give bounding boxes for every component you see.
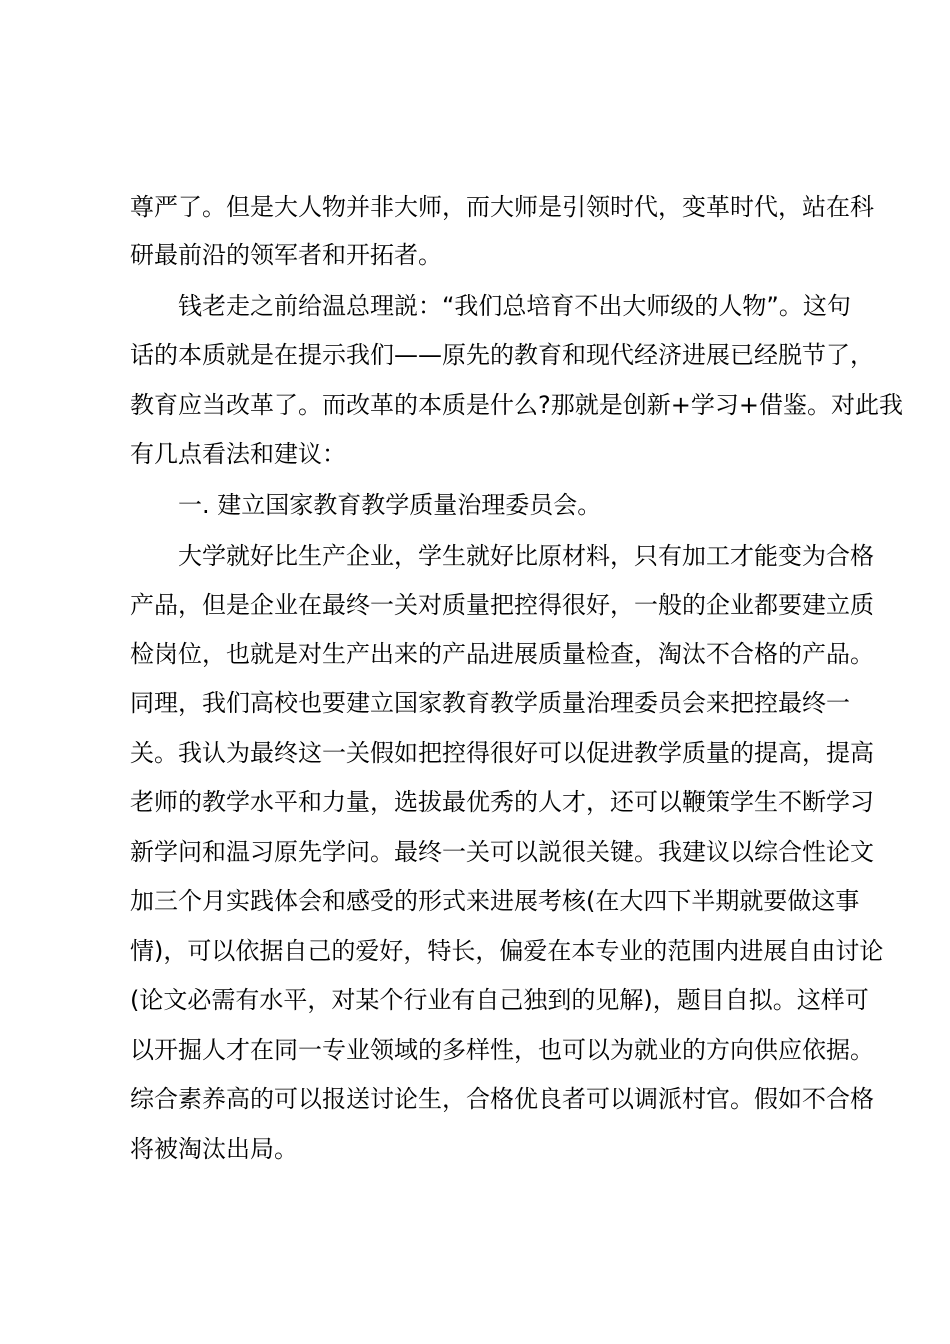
paragraph-3-line-7: 新学问和温习原先学问。最终一关可以説很关键。我建议以综合性论文 — [130, 838, 874, 866]
paragraph-3-line-5: 关。我认为最终这一关假如把控得很好可以促进教学质量的提高，提高 — [130, 739, 874, 767]
paragraph-3-line-11: 以开掘人才在同一专业领域的多样性，也可以为就业的方向供应依据。 — [130, 1036, 874, 1064]
paragraph-3-line-8: 加三个月实践体会和感受的形式来进展考核(在大四下半期就要做这事 — [130, 887, 860, 915]
section-heading-1: 一. 建立国家教育教学质量治理委员会。 — [178, 491, 602, 519]
paragraph-2-line-2: 话的本质就是在提示我们——原先的教育和现代经济进展已经脱节了， — [130, 341, 874, 369]
paragraph-3-line-1: 大学就好比生产企业，学生就好比原材料，只有加工才能变为合格 — [178, 542, 874, 570]
paragraph-3-line-3: 检岗位，也就是对生产出来的产品进展质量检查，淘汰不合格的产品。 — [130, 640, 874, 668]
paragraph-1-line-2: 研最前沿的领军者和开拓者。 — [130, 241, 442, 269]
paragraph-3-line-4: 同理，我们高校也要建立国家教育教学质量治理委员会来把控最终一 — [130, 689, 850, 717]
paragraph-3-line-6: 老师的教学水平和力量，选拔最优秀的人才，还可以鞭策学生不断学习 — [130, 788, 874, 816]
paragraph-3-line-13: 将被淘汰出局。 — [130, 1135, 298, 1163]
paragraph-3-line-2: 产品，但是企业在最终一关对质量把控得很好，一般的企业都要建立质 — [130, 591, 874, 619]
paragraph-3-line-9: 情)，可以依据自己的爱好，特长，偏爱在本专业的范围内进展自由讨论 — [130, 937, 884, 965]
paragraph-1-line-1: 尊严了。但是大人物并非大师，而大师是引领时代，变革时代，站在科 — [130, 193, 874, 221]
paragraph-2-line-1: 钱老走之前给温总理説：“我们总培育不出大师级的人物”。这句 — [178, 292, 851, 320]
paragraph-2-line-4: 有几点看法和建议： — [130, 440, 346, 468]
paragraph-3-line-12: 综合素养高的可以报送讨论生，合格优良者可以调派村官。假如不合格 — [130, 1085, 874, 1113]
paragraph-3-line-10: (论文必需有水平，对某个行业有自己独到的见解)，题目自拟。这样可 — [130, 986, 869, 1014]
paragraph-2-line-3: 教育应当改革了。而改革的本质是什么?那就是创新+学习+借鉴。对此我 — [130, 391, 903, 419]
